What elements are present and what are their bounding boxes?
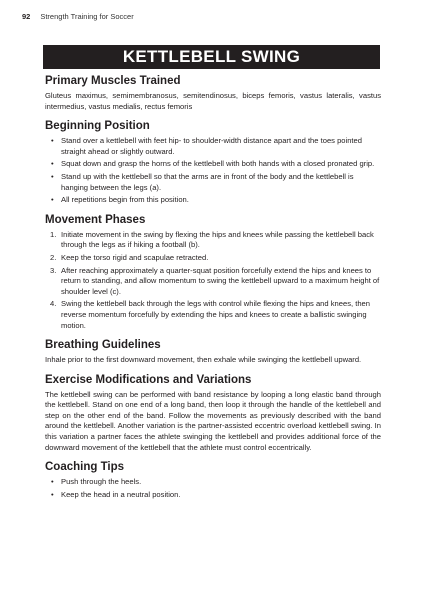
running-title: Strength Training for Soccer bbox=[40, 12, 134, 21]
section-beginning-position bbox=[45, 119, 381, 206]
list-item: • Stand up with the kettlebell so that the arms are in front of the body and the kettlebell is hanging between the legs (a). bbox=[45, 172, 381, 193]
modifications-text: The kettlebell swing can be performed with band resistance by looping a long elastic band through the kettlebell. Stand on one end of a long band, then loop it through the handle of the kettlebell and step on the other end of the band. Follow the movements as previously described with the band around the kettlebell. Another variation is the partner-assisted eccentric overload kettlebell swing. In this variation a partner faces the athlete swinging the kettlebell and provides additional force of the downward movement of the kettlebell that the athlete must control eccentrically. bbox=[45, 389, 381, 452]
primary-muscles-text: Gluteus maximus, semimembranosus, semitendinosus, biceps femoris, vastus lateralis, vastus intermedius, vastus medialis, rectus femoris bbox=[45, 91, 381, 111]
section-modifications bbox=[45, 373, 381, 454]
section-heading: Exercise Modifications and Variations bbox=[45, 373, 252, 386]
section-heading: Coaching Tips bbox=[45, 461, 125, 474]
list-item-text: Keep the torso rigid and scapulae retracted. bbox=[61, 252, 209, 262]
section-heading: Breathing Guidelines bbox=[45, 339, 161, 352]
list-item: • Stand over a kettlebell with feet hip- to shoulder-width distance apart and the toes pointed straight ahead or slightly outward. bbox=[45, 136, 381, 157]
list-item-text: Initiate movement in the swing by flexing the hips and knees while passing the kettlebell back through the legs as if hiking a football (b). bbox=[61, 229, 374, 250]
movement-list bbox=[45, 230, 381, 331]
list-item-text: Swing the kettlebell back through the legs with control while flexing the hips and knees, then reverse momentum forcefully by extending the hips and knees to create a ballistic swinging motion. bbox=[61, 299, 371, 330]
list-item: 3. After reaching approximately a quarter-squat position forcefully extend the hips and knees to return to standing, and allow momentum to swing the kettlebell upward to a maximum height of shoulder level (c). bbox=[50, 265, 380, 296]
coaching-list bbox=[45, 477, 381, 500]
list-item: • Push through the heels. bbox=[45, 477, 381, 488]
list-item: • Keep the head in a neutral position. bbox=[45, 490, 381, 501]
page-content bbox=[45, 74, 381, 502]
breathing-text: Inhale prior to the first downward movement, then exhale while swinging the kettlebell upward. bbox=[45, 355, 362, 365]
list-item: • All repetitions begin from this position. bbox=[45, 195, 381, 206]
beginning-list bbox=[45, 136, 381, 206]
exercise-title: KETTLEBELL SWING bbox=[43, 45, 380, 69]
list-item: • Squat down and grasp the horns of the kettlebell with both hands with a closed pronated grip. bbox=[45, 159, 381, 170]
section-breathing bbox=[45, 338, 381, 366]
list-item-text: After reaching approximately a quarter-squat position forcefully extend the hips and knees to return to standing, and allow momentum to swing the kettlebell upward to a maximum height of shoulder level (c). bbox=[61, 265, 380, 296]
section-heading: Beginning Position bbox=[45, 120, 150, 133]
list-item: 1. Initiate movement in the swing by flexing the hips and knees while passing the kettlebell back through the legs as if hiking a football (b). bbox=[50, 229, 374, 250]
page-number: 92 bbox=[22, 12, 31, 21]
section-heading: Movement Phases bbox=[45, 213, 146, 226]
section-coaching-tips bbox=[45, 460, 381, 500]
section-heading: Primary Muscles Trained bbox=[45, 75, 181, 87]
section-primary-muscles bbox=[45, 74, 381, 112]
page-header bbox=[22, 12, 134, 21]
list-item: 4. Swing the kettlebell back through the legs with control while flexing the hips and knees, then reverse momentum forcefully by extending the hips and knees to create a ballistic swinging motion. bbox=[50, 299, 371, 330]
section-movement-phases bbox=[45, 213, 381, 331]
list-item: 2. Keep the torso rigid and scapulae retracted. bbox=[50, 252, 209, 262]
